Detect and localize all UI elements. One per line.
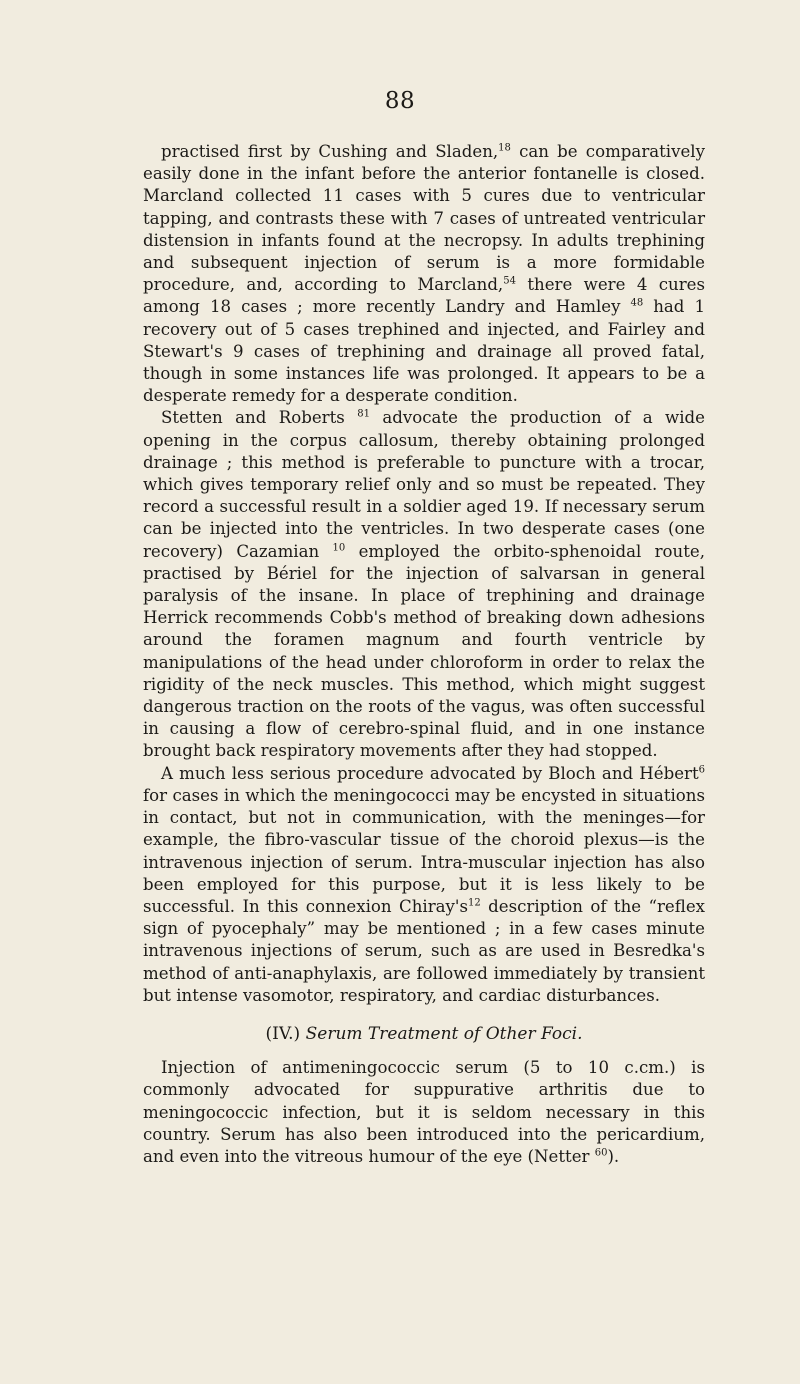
paragraphs — [143, 141, 705, 1007]
footnote-reference: 54 — [503, 275, 516, 287]
section-title: Serum Treatment of Other Foci. — [305, 1023, 583, 1044]
body-paragraph: Stetten and Roberts $^{81}$ advocate the production of a wide opening in the corpus callosum, thereby obtaining prolonged drainage ; this method is preferable to puncture with a trocar, which gives temporary relief only and so must be repeated. They record a successful result in a soldier aged 19. If necessary serum can be injected into the ventricles. In two desperate cases (one recovery) Cazamian $^{10}$ employed the orbito-sphenoidal route, practised by Bériel for the injection of salvarsan in general paralysis of the insane. In place of trephining and drainage Herrick recommends Cobb's method of breaking down adhesions around the foramen magnum and fourth ventricle by manipulations of the head under chloroform in order to relax the rigidity of the neck muscles. This method, which might suggest dangerous traction on the roots of the vagus, was often successful in causing a flow of cerebro-spinal fluid, and in one instance brought back respiratory movements after they had stopped. — [143, 408, 705, 761]
section-number: (IV.) — [265, 1023, 301, 1044]
footnote-reference: 6 — [698, 764, 705, 776]
footnote-reference: 60 — [594, 1147, 608, 1159]
body-paragraph: A much less serious procedure advocated by Bloch and Hébert$^6$ for cases in which the meningococci may be encysted in situations in contact, but not in communication, with the meninges—for example, the fibro-vascular tissue of the choroid plexus—is the intravenous injection of serum. Intra-muscular injection has also been employed for this purpose, but it is less likely to be successful. In this connexion $Chiray's^{12}$ description of the “reflex sign of pyocephaly” may be mentioned ; in a few cases minute intravenous injections of serum, such as are used in Besredka's method of anti-anaphylaxis, are followed immediately by transient but intense vasomotor, respiratory, and cardiac disturbances. — [143, 763, 705, 1005]
footnote-reference: 48 — [630, 297, 644, 309]
final-paragraph: Injection of antimeningococcic serum (5 to 10 c.cm.) is commonly advocated for suppurative arthritis due to meningococcic infection, but it is seldom necessary in this country. Serum has also been introduced into the pericardium, and even into the vitreous humour of the eye (Netter $^{60}$). — [143, 1058, 705, 1166]
footnote-reference: 18 — [498, 142, 511, 154]
final-paragraph-container — [143, 1057, 705, 1168]
footnote-reference: 10 — [332, 542, 346, 554]
footnote-reference: 81 — [357, 408, 370, 420]
page-number: 88 — [384, 88, 416, 114]
body-text — [143, 141, 705, 1168]
body-paragraph: practised first by Cushing and Sladen,$^{18}$ can be comparatively easily done in the infant before the anterior fontanelle is closed. Marcland collected 11 cases with 5 cures due to ventricular tapping, and contrasts these with 7 cases of untreated ventricular distension in infants found at the necropsy. In adults trephining and subsequent injection of serum is a more formidable procedure, and, according to Marcland,$^{54}$ there were 4 cures among 18 cases ; more recently Landry and Hamley $^{48}$ had 1 recovery out of 5 cases trephined and injected, and Fairley and Stewart's 9 cases of trephining and drainage all proved fatal, though in some instances life was prolonged. It appears to be a desperate remedy for a desperate condition. — [143, 142, 706, 406]
footnote-reference: 12 — [467, 897, 481, 909]
section-heading — [143, 1023, 705, 1045]
